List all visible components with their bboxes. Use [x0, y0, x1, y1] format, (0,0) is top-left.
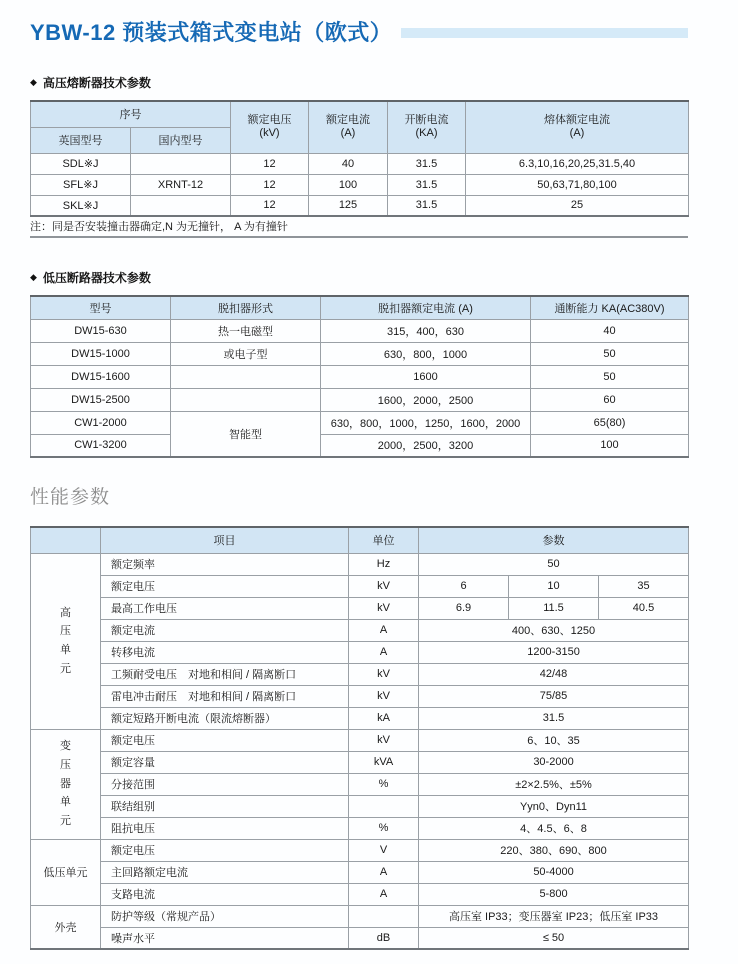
cell-value: 42/48	[419, 663, 689, 685]
cell-fuse-rated-current: 50,63,71,80,100	[466, 174, 689, 195]
cell-value: 11.5	[509, 597, 599, 619]
table-row	[31, 195, 689, 216]
cell-fuse-rated-current: 25	[466, 195, 689, 216]
cell-capacity: 100	[531, 434, 689, 457]
cell-value: 40.5	[599, 597, 689, 619]
header-cell-rated-voltage	[231, 101, 309, 153]
table-row	[31, 575, 689, 597]
corner-cell	[31, 527, 101, 553]
header-label: 额定电压	[247, 113, 292, 126]
table-row	[31, 319, 689, 342]
cell-item: 分接范围	[101, 773, 349, 795]
cell-item: 防护等级（常规产品）	[101, 905, 349, 927]
table-row	[31, 619, 689, 641]
cell-value: 6.9	[419, 597, 509, 619]
table-row	[31, 729, 689, 751]
cell-trip-current: 315，400，630	[321, 319, 531, 342]
cell-capacity: 60	[531, 388, 689, 411]
table-row	[31, 795, 689, 817]
cell-unit: kA	[349, 707, 419, 729]
cell-model: CW1-3200	[31, 434, 171, 457]
table-row	[31, 883, 689, 905]
group-label: 外壳	[54, 921, 77, 934]
cell-cn-model	[131, 153, 231, 174]
table-row	[31, 365, 689, 388]
group-label: 高压单元	[60, 606, 71, 675]
section-heading-label: 低压断路器技术参数	[42, 271, 151, 285]
cell-trip-current: 1600	[321, 365, 531, 388]
cell-item: 额定电压	[101, 729, 349, 751]
cell-value: 50-4000	[419, 861, 689, 883]
cell-unit: kV	[349, 597, 419, 619]
cell-value: 35	[599, 575, 689, 597]
group-label-cell-transformer-unit	[31, 729, 101, 839]
cell-value: 400、630、1250	[419, 619, 689, 641]
header-cell-cn-model: 国内型号	[131, 127, 231, 153]
cell-value: 75/85	[419, 685, 689, 707]
cell-item: 雷电冲击耐压 对地和相间 / 隔离断口	[101, 685, 349, 707]
group-label-cell-lv-unit	[31, 839, 101, 905]
section-heading-hv-fuse	[30, 74, 688, 91]
cell-item: 转移电流	[101, 641, 349, 663]
cell-unit: A	[349, 883, 419, 905]
title-row	[30, 16, 688, 47]
table-row	[31, 597, 689, 619]
cell-cn-model	[131, 195, 231, 216]
cell-unit: kV	[349, 729, 419, 751]
cell-capacity: 50	[531, 365, 689, 388]
header-unit: (A)	[569, 127, 585, 140]
cell-unit: kV	[349, 685, 419, 707]
diamond-bullet-icon: ◆	[30, 77, 37, 87]
cell-value: 6、10、35	[419, 729, 689, 751]
cell-rated-current: 40	[309, 153, 388, 174]
table-row	[31, 905, 689, 927]
header-cell-rated-current	[309, 101, 388, 153]
cell-unit	[349, 795, 419, 817]
cell-trip-type: 或电子型	[171, 342, 321, 365]
cell-unit: kV	[349, 663, 419, 685]
table-row	[31, 817, 689, 839]
group-label-cell-enclosure	[31, 905, 101, 949]
cell-unit: V	[349, 839, 419, 861]
table-row	[31, 342, 689, 365]
header-cell-item: 项目	[101, 527, 349, 553]
table-row	[31, 861, 689, 883]
cell-value: ±2×2.5%、±5%	[419, 773, 689, 795]
cell-unit: A	[349, 641, 419, 663]
cell-value: 6	[419, 575, 509, 597]
header-cell-unit: 单位	[349, 527, 419, 553]
cell-capacity: 65(80)	[531, 411, 689, 434]
cell-breaking-current: 31.5	[388, 195, 466, 216]
group-label-cell-hv-unit	[31, 553, 101, 729]
hv-fuse-table	[30, 100, 689, 217]
cell-capacity: 40	[531, 319, 689, 342]
table-header-row	[31, 527, 689, 553]
cell-rated-current: 125	[309, 195, 388, 216]
cell-model: DW15-630	[31, 319, 171, 342]
header-cell-param: 参数	[419, 527, 689, 553]
cell-trip-current: 1600，2000，2500	[321, 388, 531, 411]
cell-fuse-rated-current: 6.3,10,16,20,25,31.5,40	[466, 153, 689, 174]
lv-breaker-table	[30, 295, 689, 458]
header-label: 额定电流	[326, 113, 370, 126]
cell-unit: %	[349, 773, 419, 795]
cell-trip-type: 热一电磁型	[171, 319, 321, 342]
table-note: 注：同是否安装撞击器确定,N 为无撞针， A 为有撞针	[30, 217, 688, 238]
cell-capacity: 50	[531, 342, 689, 365]
cell-model: CW1-2000	[31, 411, 171, 434]
cell-unit: kVA	[349, 751, 419, 773]
cell-item: 额定电流	[101, 619, 349, 641]
cell-rated-voltage: 12	[231, 153, 309, 174]
cell-value: 50	[419, 553, 689, 575]
cell-trip-current: 630，800，1000，1250，1600，2000	[321, 411, 531, 434]
table-header-row	[31, 296, 689, 319]
table-row	[31, 663, 689, 685]
cell-trip-current: 2000，2500，3200	[321, 434, 531, 457]
cell-unit: A	[349, 861, 419, 883]
cell-cn-model: XRNT-12	[131, 174, 231, 195]
cell-value: Yyn0、Dyn11	[419, 795, 689, 817]
cell-item: 额定短路开断电流（限流熔断器）	[101, 707, 349, 729]
cell-value: 31.5	[419, 707, 689, 729]
table-row	[31, 641, 689, 663]
table-header-row	[31, 101, 689, 127]
cell-item: 工频耐受电压 对地和相间 / 隔离断口	[101, 663, 349, 685]
cell-unit: kV	[349, 575, 419, 597]
header-unit: (kV)	[259, 127, 280, 140]
cell-item: 噪声水平	[101, 927, 349, 949]
cell-unit: dB	[349, 927, 419, 949]
cell-model: DW15-2500	[31, 388, 171, 411]
cell-value: 1200-3150	[419, 641, 689, 663]
performance-table	[30, 526, 689, 950]
table-row	[31, 434, 689, 457]
table-row	[31, 707, 689, 729]
cell-trip-type	[171, 365, 321, 388]
cell-model: DW15-1600	[31, 365, 171, 388]
cell-item: 额定电压	[101, 839, 349, 861]
header-cell-uk-model: 英国型号	[31, 127, 131, 153]
cell-trip-current: 630，800，1000	[321, 342, 531, 365]
cell-item: 阻抗电压	[101, 817, 349, 839]
cell-item: 联结组别	[101, 795, 349, 817]
cell-unit: A	[349, 619, 419, 641]
cell-model: DW15-1000	[31, 342, 171, 365]
header-cell-capacity: 通断能力 KA(AC380V)	[531, 296, 689, 319]
cell-value: 5-800	[419, 883, 689, 905]
title-accent-bar	[401, 28, 688, 38]
cell-item: 额定频率	[101, 553, 349, 575]
diamond-bullet-icon: ◆	[30, 272, 37, 282]
table-row	[31, 411, 689, 434]
table-row	[31, 839, 689, 861]
table-row	[31, 751, 689, 773]
performance-heading: 性能参数	[30, 487, 111, 508]
cell-value: 220、380、690、800	[419, 839, 689, 861]
section-heading-label: 高压熔断器技术参数	[42, 76, 151, 90]
table-row	[31, 685, 689, 707]
table-row	[31, 174, 689, 195]
header-cell-trip-current: 脱扣器额定电流 (A)	[321, 296, 531, 319]
page-title: YBW-12 预装式箱式变电站（欧式）	[30, 20, 393, 45]
cell-rated-voltage: 12	[231, 195, 309, 216]
cell-value: ≤ 50	[419, 927, 689, 949]
table-row	[31, 553, 689, 575]
cell-value: 4、4.5、6、8	[419, 817, 689, 839]
section-heading-lv-breaker	[30, 269, 688, 286]
cell-unit	[349, 905, 419, 927]
cell-item: 主回路额定电流	[101, 861, 349, 883]
header-cell-fuse-rated-current	[466, 101, 689, 153]
cell-uk-model: SFL※J	[31, 174, 131, 195]
header-cell-trip-type: 脱扣器形式	[171, 296, 321, 319]
cell-unit: %	[349, 817, 419, 839]
cell-value: 30-2000	[419, 751, 689, 773]
cell-value: 高压室 IP33；变压器室 IP23；低压室 IP33	[419, 905, 689, 927]
header-label: 熔体额定电流	[544, 113, 610, 126]
header-cell-serial: 序号	[31, 101, 231, 127]
cell-breaking-current: 31.5	[388, 174, 466, 195]
cell-unit: Hz	[349, 553, 419, 575]
cell-item: 支路电流	[101, 883, 349, 905]
cell-value: 10	[509, 575, 599, 597]
table-row	[31, 388, 689, 411]
cell-item: 最高工作电压	[101, 597, 349, 619]
group-label: 变压器单元	[60, 740, 71, 828]
cell-breaking-current: 31.5	[388, 153, 466, 174]
cell-uk-model: SKL※J	[31, 195, 131, 216]
header-label: 开断电流	[404, 113, 449, 126]
header-cell-model: 型号	[31, 296, 171, 319]
cell-trip-type	[171, 388, 321, 411]
cell-rated-voltage: 12	[231, 174, 309, 195]
table-row	[31, 153, 689, 174]
header-unit: (KA)	[415, 127, 438, 140]
cell-item: 额定电压	[101, 575, 349, 597]
group-label: 低压单元	[43, 867, 88, 879]
cell-item: 额定容量	[101, 751, 349, 773]
header-cell-breaking-current	[388, 101, 466, 153]
table-row	[31, 927, 689, 949]
table-row	[31, 773, 689, 795]
cell-uk-model: SDL※J	[31, 153, 131, 174]
cell-rated-current: 100	[309, 174, 388, 195]
cell-trip-type: 智能型	[171, 411, 321, 457]
header-unit: (A)	[340, 127, 356, 140]
